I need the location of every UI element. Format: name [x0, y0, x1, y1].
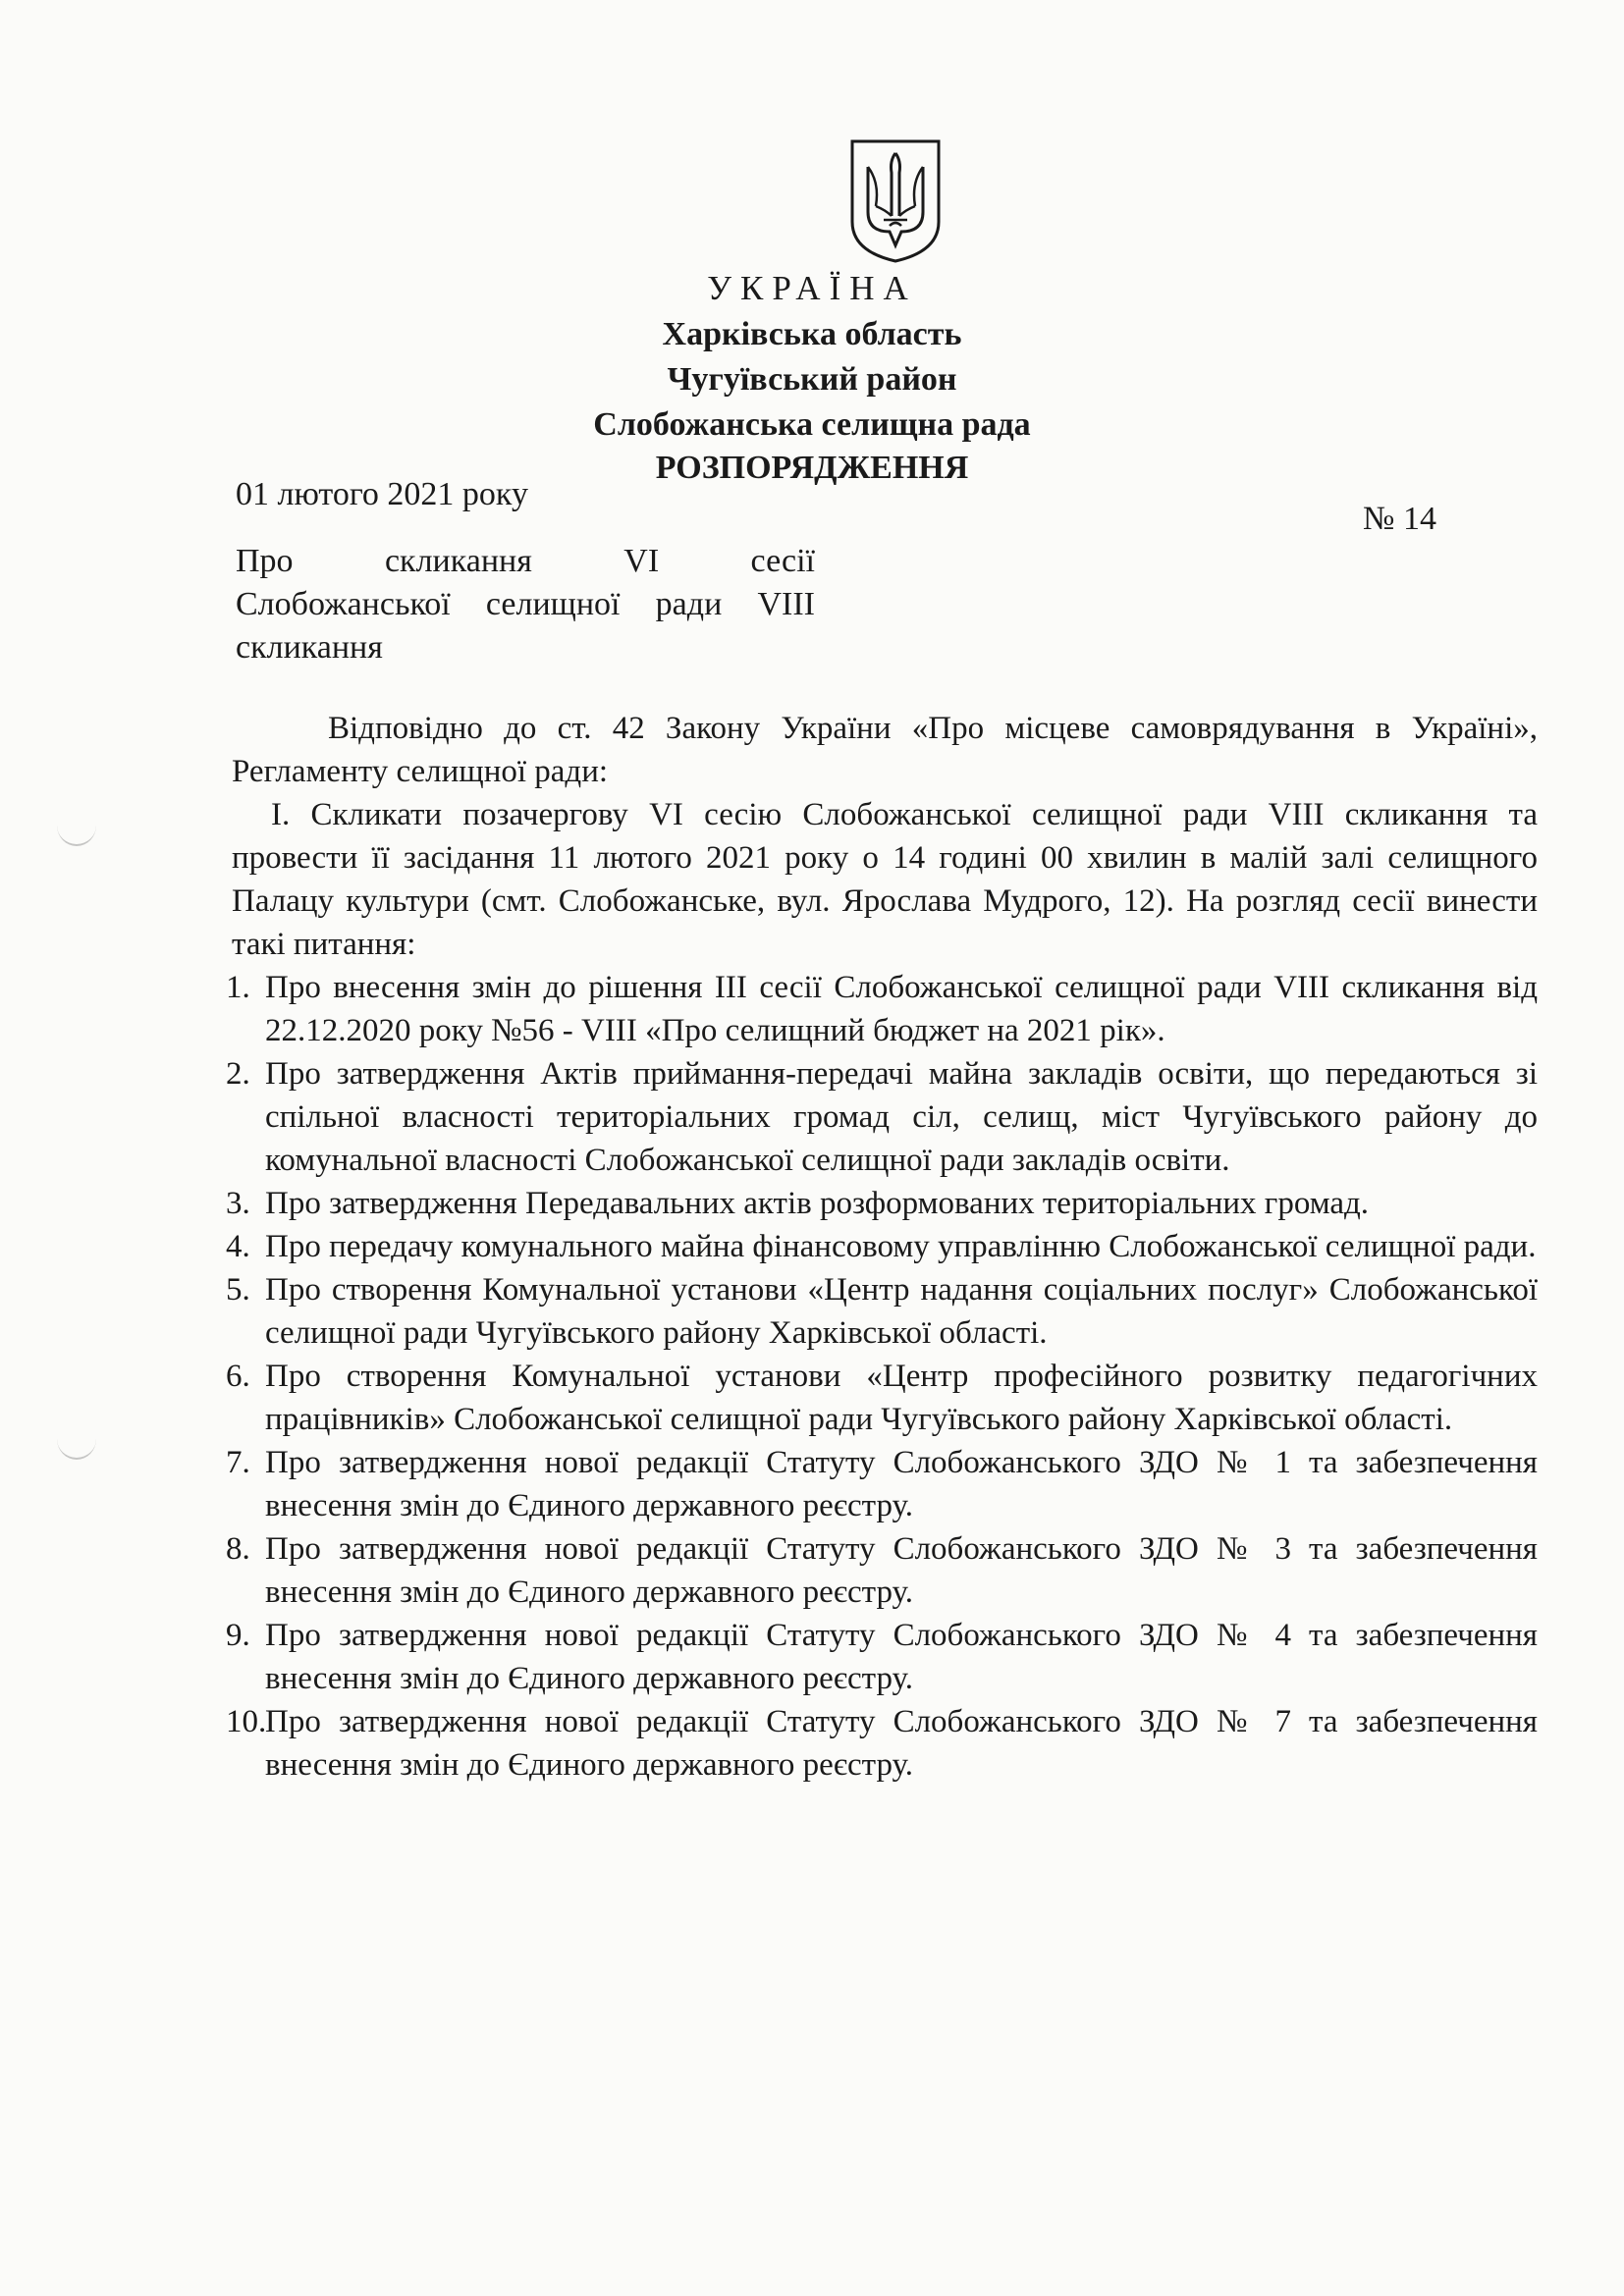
subject-line: скликання: [236, 629, 383, 666]
coat-of-arms-icon: [846, 137, 945, 265]
list-item: [226, 1225, 1538, 1268]
council-name: Слобожанська селищна рада: [593, 406, 1031, 443]
country-name: УКРАЇНА: [707, 269, 917, 307]
list-item: [226, 1052, 1538, 1182]
punch-hole-mark: [57, 1418, 96, 1460]
list-item-text: Про передачу комунального майна фінансовому управлінню Слобожанської селищної ради.: [265, 1229, 1537, 1264]
list-item-number: 7.: [226, 1445, 250, 1480]
list-item-number: 4.: [226, 1229, 250, 1264]
section-1-paragraph: I. Скликати позачергову VI сесію Слобожанської селищної ради VIII скликання та провести її засідання 11 лютого 2021 року о 14 годині 00 хвилин в малій залі селищного Палацу культури (смт. Слобожанське, вул. Ярослава Мудрого, 12). На розгляд сесії винести такі питання:: [232, 797, 1538, 962]
list-item-text: Про затвердження нової редакції Статуту Слобожанського ЗДО № 1 та забезпечення внесення змін до Єдиного державного реєстру.: [265, 1445, 1538, 1523]
list-item: [226, 1441, 1538, 1527]
list-item-number: 1.: [226, 970, 250, 1005]
list-item-number: 3.: [226, 1186, 250, 1221]
document-body: [226, 707, 1538, 1787]
document-number: № 14: [1363, 501, 1436, 537]
agenda-list: [226, 966, 1538, 1787]
document-subject: [236, 540, 815, 669]
subject-line: Слобожанської селищної ради VIII: [236, 586, 815, 622]
list-item: [226, 1527, 1538, 1614]
list-item: [226, 1355, 1538, 1441]
list-item: [226, 966, 1538, 1052]
list-item-text: Про внесення змін до рішення III сесії Слобожанської селищної ради VIII скликання від 22.12.2020 року №56 - VIII «Про селищний бюджет на 2021 рік».: [265, 970, 1538, 1048]
intro-paragraph: Відповідно до ст. 42 Закону України «Про місцеве самоврядування в Україні», Регламенту селищної ради:: [232, 711, 1538, 789]
list-item: [226, 1614, 1538, 1700]
list-item-number: 10.: [226, 1704, 267, 1739]
list-item-number: 8.: [226, 1531, 250, 1567]
list-item-text: Про створення Комунальної установи «Центр надання соціальних послуг» Слобожанської селищної ради Чугуївського району Харківської області.: [265, 1272, 1538, 1351]
list-item-text: Про затвердження нової редакції Статуту Слобожанського ЗДО № 7 та забезпечення внесення змін до Єдиного державного реєстру.: [265, 1704, 1538, 1783]
list-item-text: Про затвердження Актів приймання-передачі майна закладів освіти, що передаються зі спільної власності територіальних громад сіл, селищ, міст Чугуївського району до комунальної власності Слобожанської селищної ради закладів освіти.: [265, 1056, 1538, 1178]
document-type: РОЗПОРЯДЖЕННЯ: [655, 450, 969, 486]
document-date: 01 лютого 2021 року: [236, 476, 528, 512]
district-name: Чугуївський район: [667, 361, 957, 398]
region-name: Харківська область: [662, 316, 962, 352]
list-item-text: Про створення Комунальної установи «Центр професійного розвитку педагогічних працівників» Слобожанської селищної ради Чугуївського району Харківської області.: [265, 1359, 1538, 1437]
list-item: [226, 1268, 1538, 1355]
list-item-text: Про затвердження нової редакції Статуту Слобожанського ЗДО № 3 та забезпечення внесення змін до Єдиного державного реєстру.: [265, 1531, 1538, 1610]
list-item-text: Про затвердження нової редакції Статуту Слобожанського ЗДО № 4 та забезпечення внесення змін до Єдиного державного реєстру.: [265, 1618, 1538, 1696]
list-item-number: 2.: [226, 1056, 250, 1092]
list-item-number: 9.: [226, 1618, 250, 1653]
list-item-number: 5.: [226, 1272, 250, 1308]
subject-line: Про скликання VI сесії: [236, 543, 815, 579]
punch-hole-mark: [57, 805, 96, 846]
list-item: [226, 1700, 1538, 1787]
list-item: [226, 1182, 1538, 1225]
list-item-number: 6.: [226, 1359, 250, 1394]
list-item-text: Про затвердження Передавальних актів розформованих територіальних громад.: [265, 1186, 1370, 1221]
